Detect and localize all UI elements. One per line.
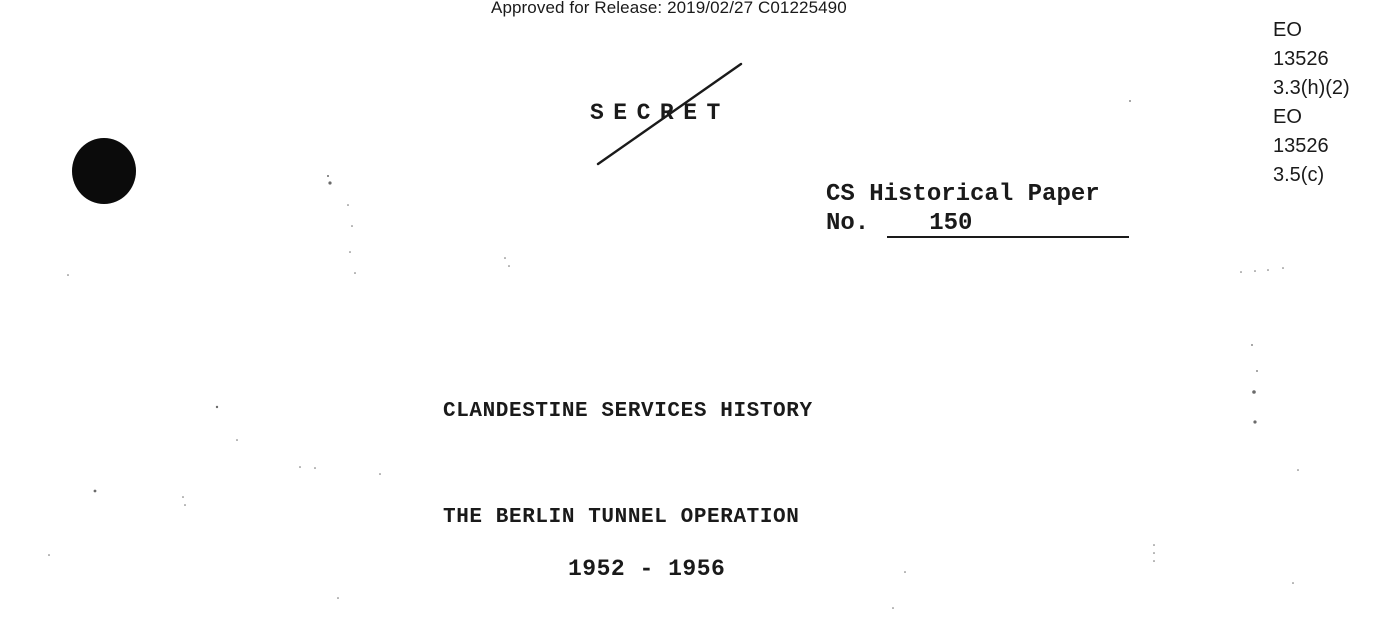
paper-series-label: CS Historical Paper xyxy=(826,181,1100,208)
punch-hole xyxy=(72,138,136,204)
history-heading: CLANDESTINE SERVICES HISTORY xyxy=(443,400,813,423)
eo-marking-line: EO xyxy=(1273,106,1302,128)
strikethrough-line xyxy=(590,56,750,176)
paper-number-underline xyxy=(887,236,1129,238)
eo-marking-line: EO xyxy=(1273,19,1302,41)
release-header: Approved for Release: 2019/02/27 C01225490 xyxy=(491,0,847,17)
eo-marking-line: 13526 xyxy=(1273,135,1329,157)
eo-marking-line: 3.5(c) xyxy=(1273,164,1325,186)
paper-number-row xyxy=(826,210,972,237)
paper-number-value: 150 xyxy=(929,210,973,237)
operation-title: THE BERLIN TUNNEL OPERATION xyxy=(443,506,800,529)
year-range: 1952 - 1956 xyxy=(568,556,726,582)
eo-exemption-markings xyxy=(1273,16,1373,190)
eo-marking-line: 13526 xyxy=(1273,48,1329,70)
eo-marking-line: 3.3(h)(2) xyxy=(1273,77,1350,99)
paper-number-prefix: No. xyxy=(826,210,870,237)
classification-stamp: SECRET xyxy=(590,100,730,126)
